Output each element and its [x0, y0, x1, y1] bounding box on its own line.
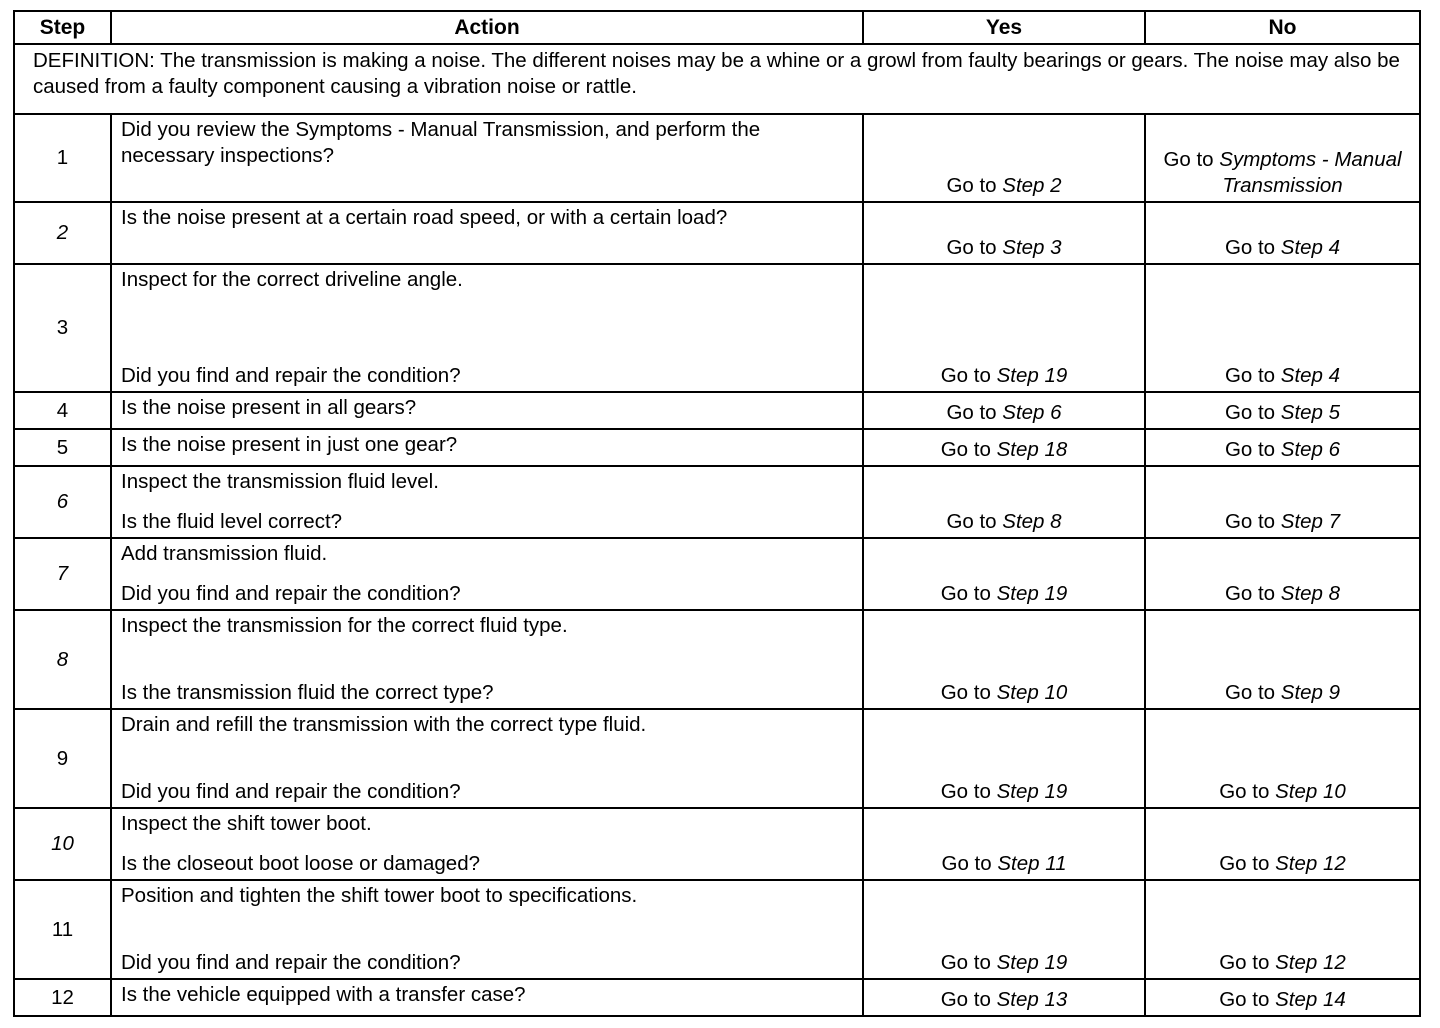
action-cell	[111, 202, 863, 264]
yes-cell	[863, 429, 1145, 466]
no-cell	[1145, 979, 1420, 1016]
action-text: Position and tighten the shift tower boot to specifications.	[121, 884, 638, 907]
yes-target-link[interactable]: Step 13	[996, 988, 1068, 1011]
table-row	[14, 610, 1420, 709]
step-number: 9	[14, 709, 111, 808]
yes-target-link[interactable]: Step 3	[1002, 236, 1062, 259]
step-number: 8	[14, 610, 111, 709]
yes-target-link[interactable]: Step 19	[996, 582, 1068, 605]
no-cell	[1145, 202, 1420, 264]
goto-label: Go to	[1224, 364, 1276, 387]
table-row	[14, 808, 1420, 880]
no-target-link[interactable]: Step 8	[1280, 582, 1341, 605]
action-text: Is the noise present in all gears?	[121, 396, 417, 419]
no-target-link[interactable]: Step 5	[1280, 401, 1341, 424]
yes-cell	[863, 114, 1145, 202]
no-target-link[interactable]: Step 9	[1280, 681, 1341, 704]
table-row	[14, 709, 1420, 808]
action-cell	[111, 392, 863, 429]
yes-cell	[863, 538, 1145, 610]
no-target-link[interactable]: Step 4	[1280, 364, 1341, 387]
goto-label: Go to	[1224, 401, 1276, 424]
no-target-link[interactable]: Step 6	[1280, 438, 1341, 461]
goto-label: Go to	[940, 438, 991, 461]
goto-label: Go to	[940, 582, 991, 605]
definition-text: DEFINITION: The transmission is making a noise. The different noises may be a whine or a growl from faulty bearings or gears. The noise may also be caused from a faulty component causing a vibration noise or rattle.	[14, 44, 1420, 114]
goto-label: Go to	[946, 174, 997, 197]
no-cell	[1145, 114, 1420, 202]
goto-label: Go to	[1224, 236, 1276, 259]
goto-label: Go to	[941, 852, 992, 875]
yes-target-link[interactable]: Step 11	[997, 852, 1067, 875]
step-number: 6	[14, 466, 111, 538]
step-number: 5	[14, 429, 111, 466]
table-row	[14, 392, 1420, 429]
table-row	[14, 264, 1420, 392]
header-row	[14, 11, 1420, 44]
yes-cell	[863, 392, 1145, 429]
no-target-link[interactable]: Step 12	[1275, 951, 1346, 974]
yes-target-link[interactable]: Step 6	[1002, 401, 1062, 424]
yes-cell	[863, 610, 1145, 709]
table-row	[14, 538, 1420, 610]
action-question: Is the fluid level correct?	[121, 510, 343, 533]
yes-target-link[interactable]: Step 18	[996, 438, 1068, 461]
goto-label: Go to	[1224, 510, 1276, 533]
no-cell	[1145, 392, 1420, 429]
diagnostic-table	[13, 10, 1421, 1017]
no-cell	[1145, 808, 1420, 880]
action-cell	[111, 880, 863, 979]
yes-target-link[interactable]: Step 19	[996, 780, 1068, 803]
yes-cell	[863, 880, 1145, 979]
action-question: Did you find and repair the condition?	[121, 951, 461, 974]
action-text: Inspect the transmission fluid level.	[121, 470, 439, 493]
action-cell	[111, 114, 863, 202]
action-question: Is the closeout boot loose or damaged?	[121, 852, 480, 875]
action-cell	[111, 709, 863, 808]
no-cell	[1145, 610, 1420, 709]
action-text: Drain and refill the transmission with the correct type fluid.	[121, 713, 647, 736]
yes-target-link[interactable]: Step 8	[1002, 510, 1062, 533]
header-yes: Yes	[863, 11, 1145, 44]
no-target-link[interactable]: Step 14	[1275, 988, 1346, 1011]
goto-label: Go to	[1224, 438, 1276, 461]
action-cell	[111, 466, 863, 538]
goto-label: Go to	[1219, 988, 1270, 1011]
yes-target-link[interactable]: Step 2	[1002, 174, 1062, 197]
step-number: 2	[14, 202, 111, 264]
yes-target-link[interactable]: Step 10	[996, 681, 1068, 704]
no-cell	[1145, 264, 1420, 392]
header-action: Action	[111, 11, 863, 44]
table-row	[14, 466, 1420, 538]
action-cell	[111, 808, 863, 880]
action-text: Add transmission fluid.	[121, 542, 328, 565]
action-cell	[111, 979, 863, 1016]
action-text: Is the vehicle equipped with a transfer case?	[121, 983, 526, 1006]
action-cell	[111, 610, 863, 709]
yes-cell	[863, 808, 1145, 880]
no-target-link[interactable]: Step 10	[1275, 780, 1346, 803]
yes-cell	[863, 264, 1145, 392]
goto-label: Go to	[940, 780, 991, 803]
yes-cell	[863, 202, 1145, 264]
goto-label: Go to	[1219, 852, 1270, 875]
action-text: Inspect the transmission for the correct fluid type.	[121, 614, 568, 637]
goto-label: Go to	[940, 951, 991, 974]
diagnostic-table-container	[13, 10, 1419, 1017]
goto-label: Go to	[946, 236, 997, 259]
action-question: Did you find and repair the condition?	[121, 780, 461, 803]
step-number: 11	[14, 880, 111, 979]
goto-label: Go to	[1219, 780, 1270, 803]
table-row	[14, 880, 1420, 979]
no-target-link[interactable]: Step 4	[1280, 236, 1341, 259]
no-cell	[1145, 466, 1420, 538]
yes-cell	[863, 466, 1145, 538]
no-cell	[1145, 709, 1420, 808]
table-row	[14, 114, 1420, 202]
action-question: Did you find and repair the condition?	[121, 364, 461, 387]
table-row	[14, 202, 1420, 264]
step-number: 1	[14, 114, 111, 202]
table-row	[14, 429, 1420, 466]
no-target-link[interactable]: Step 7	[1280, 510, 1341, 533]
step-number: 4	[14, 392, 111, 429]
yes-cell	[863, 979, 1145, 1016]
goto-label: Go to	[1219, 951, 1270, 974]
goto-label: Go to	[940, 364, 991, 387]
no-cell	[1145, 880, 1420, 979]
header-step: Step	[14, 11, 111, 44]
action-cell	[111, 264, 863, 392]
action-text: Did you review the Symptoms - Manual Transmission, and perform the necessary inspections?	[121, 118, 761, 167]
no-cell	[1145, 429, 1420, 466]
step-number: 7	[14, 538, 111, 610]
goto-label: Go to	[946, 401, 997, 424]
step-number: 3	[14, 264, 111, 392]
action-text: Inspect for the correct driveline angle.	[121, 268, 463, 291]
action-text: Is the noise present in just one gear?	[121, 433, 458, 456]
goto-label: Go to	[940, 988, 991, 1011]
no-target-link[interactable]: Symptoms - Manual Transmission	[1219, 148, 1402, 197]
step-number: 12	[14, 979, 111, 1016]
goto-label: Go to	[1224, 681, 1276, 704]
goto-label: Go to	[1163, 148, 1214, 171]
action-cell	[111, 538, 863, 610]
action-question: Is the transmission fluid the correct type?	[121, 681, 494, 704]
goto-label: Go to	[946, 510, 997, 533]
goto-label: Go to	[940, 681, 991, 704]
yes-target-link[interactable]: Step 19	[996, 364, 1068, 387]
definition-row	[14, 44, 1420, 114]
step-number: 10	[14, 808, 111, 880]
yes-target-link[interactable]: Step 19	[996, 951, 1068, 974]
action-text: Is the noise present at a certain road speed, or with a certain load?	[121, 206, 728, 229]
no-cell	[1145, 538, 1420, 610]
goto-label: Go to	[1224, 582, 1276, 605]
action-text: Inspect the shift tower boot.	[121, 812, 372, 835]
table-row	[14, 979, 1420, 1016]
yes-cell	[863, 709, 1145, 808]
action-question: Did you find and repair the condition?	[121, 582, 461, 605]
header-no: No	[1145, 11, 1420, 44]
action-cell	[111, 429, 863, 466]
no-target-link[interactable]: Step 12	[1275, 852, 1346, 875]
